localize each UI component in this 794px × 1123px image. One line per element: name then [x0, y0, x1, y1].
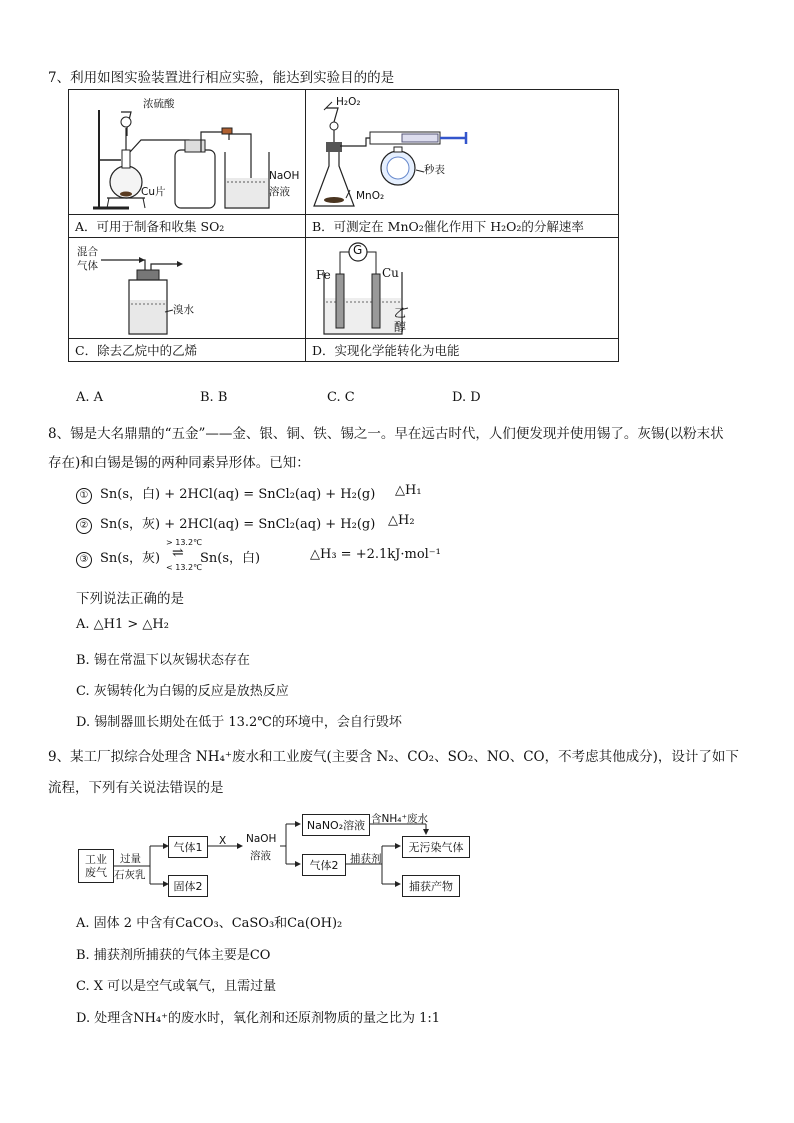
- flow-box-industrial-waste: [78, 849, 114, 883]
- flow-box-capture-product: 捕获产物: [402, 875, 460, 897]
- eq3-condition-top: > 13.2℃: [166, 538, 203, 547]
- flow-box-clean-gas: 无污染气体: [402, 836, 470, 858]
- label-acid: 浓硫酸: [143, 98, 175, 110]
- q9-option-b: B. 捕获剂所捕获的气体主要是CO: [76, 948, 271, 963]
- waste-label-2: 废气: [85, 866, 107, 879]
- q8-equation-2: [76, 513, 375, 534]
- label-bromine-water: 溴水: [173, 304, 194, 316]
- flow-box-gas1: 气体1: [168, 836, 208, 858]
- q7-choice-b: B. B: [200, 390, 228, 405]
- q7-option-c-caption: C．除去乙烷中的乙烯: [69, 339, 306, 362]
- eq3-right: Sn(s，白): [200, 551, 261, 566]
- q9-option-a: A. 固体 2 中含有CaCO₃、CaSO₃和Ca(OH)₂: [76, 916, 343, 931]
- q7-cell-c-figure: [69, 238, 306, 339]
- label-solution: 溶液: [269, 186, 290, 198]
- q7-cell-b-figure: [306, 90, 619, 215]
- eq3-equilibrium-arrow: ⇌: [172, 545, 184, 561]
- eq3-left: Sn(s，灰): [100, 551, 161, 566]
- eq2-text: Sn(s，灰) + 2HCl(aq) = SnCl₂(aq) + H₂(g): [100, 517, 376, 532]
- q7-cell-d-figure: [306, 238, 619, 339]
- q8-equation-1: [76, 483, 375, 504]
- q9-option-c: C. X 可以是空气或氧气，且需过量: [76, 979, 277, 994]
- q7-choice-a: A. A: [76, 390, 104, 405]
- flow-label-excess: 过量: [120, 853, 141, 865]
- label-stopwatch: 秒表: [424, 164, 445, 176]
- q8-option-b: B. 锡在常温下以灰锡状态存在: [76, 653, 250, 668]
- flow-label-lime-milk: 石灰乳: [114, 869, 146, 881]
- q9-stem-line2: 流程，下列有关说法错误的是: [48, 780, 224, 796]
- label-ethanol-2: 醇: [394, 320, 407, 334]
- q7-experiment-table: [68, 89, 619, 362]
- flow-label-x: X: [219, 835, 227, 847]
- q7-option-a-caption: A．可用于制备和收集 SO₂: [69, 215, 306, 238]
- label-ethanol-1: 乙: [394, 306, 407, 320]
- eq3-number: ③: [76, 552, 92, 568]
- q7-option-b-caption: B．可测定在 MnO₂催化作用下 H₂O₂的分解速率: [306, 215, 619, 238]
- q8-equation-3: [76, 547, 160, 568]
- flow-box-gas2: 气体2: [302, 854, 346, 876]
- flow-box-solid2: 固体2: [168, 875, 208, 897]
- q7-option-d-caption: D．实现化学能转化为电能: [306, 339, 619, 362]
- eq1-text: Sn(s，白) + 2HCl(aq) = SnCl₂(aq) + H₂(g): [100, 487, 376, 502]
- flow-label-solution: 溶液: [250, 850, 271, 862]
- waste-label-1: 工业: [85, 853, 107, 866]
- label-naoh: NaOH: [269, 170, 300, 182]
- label-cu: Cu片: [141, 186, 166, 198]
- q7-choice-c: C. C: [327, 390, 355, 405]
- label-mixed: 混合: [77, 246, 98, 258]
- q8-stem-line2: 存在)和白锡是锡的两种同素异形体。已知：: [48, 455, 310, 471]
- eq3-condition-bottom: < 13.2℃: [166, 563, 203, 572]
- eq1-number: ①: [76, 488, 92, 504]
- flow-label-naoh: NaOH: [246, 833, 277, 845]
- flow-label-capture-agent: 捕获剂: [350, 853, 382, 865]
- q9-option-d: D. 处理含NH₄⁺的废水时，氧化剂和还原剂物质的量之比为 1:1: [76, 1011, 441, 1026]
- label-mno2: MnO₂: [356, 190, 385, 202]
- q8-eq2-enthalpy: △H₂: [388, 513, 415, 528]
- label-h2o2: H₂O₂: [336, 96, 361, 108]
- q8-eq1-enthalpy: △H₁: [395, 483, 422, 498]
- label-gas: 气体: [77, 260, 98, 272]
- flow-box-nano2: NaNO₂溶液: [302, 814, 370, 836]
- q8-prompt: 下列说法正确的是: [76, 591, 184, 607]
- flow-label-ammonium-water: 含NH₄⁺废水: [371, 813, 429, 825]
- apparatus-b-figure: [306, 90, 618, 214]
- q7-choice-d: D. D: [452, 390, 481, 405]
- q8-eq3-enthalpy: △H₃ = +2.1kJ·mol⁻¹: [310, 547, 441, 562]
- apparatus-c-figure: [69, 238, 305, 338]
- q9-stem-line1: 9、某工厂拟综合处理含 NH₄⁺废水和工业废气(主要含 N₂、CO₂、SO₂、NO、CO，不考虑其他成分)，设计了如下: [48, 749, 739, 765]
- q8-option-d: D. 锡制器皿长期处在低于 13.2℃的环境中，会自行毁坏: [76, 715, 402, 730]
- eq2-number: ②: [76, 518, 92, 534]
- galvanometer-label: G: [353, 243, 363, 257]
- q7-stem: 7、利用如图实验装置进行相应实验，能达到实验目的的是: [48, 70, 395, 86]
- q8-stem-line1: 8、锡是大名鼎鼎的“五金”——金、银、铜、铁、锡之一。早在远古时代，人们便发现并使用锡了。灰锡(以粉末状: [48, 426, 724, 442]
- label-fe: Fe: [316, 268, 331, 282]
- q7-cell-a-figure: [69, 90, 306, 215]
- q8-option-a: A. △H1 > △H₂: [76, 617, 169, 632]
- label-cu-electrode: Cu: [382, 266, 399, 280]
- q8-option-c: C. 灰锡转化为白锡的反应是放热反应: [76, 684, 289, 699]
